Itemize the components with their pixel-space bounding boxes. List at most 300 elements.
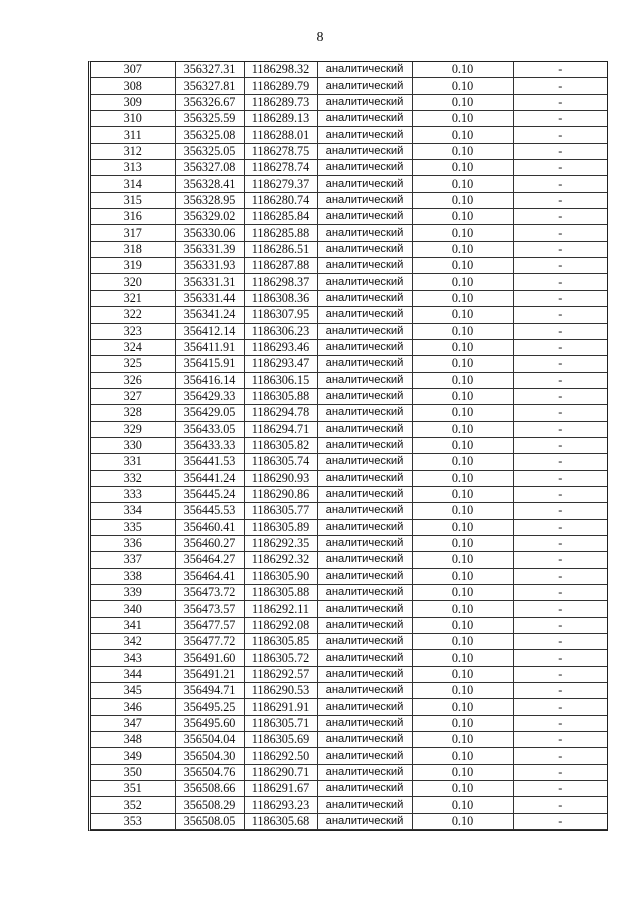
y-coordinate-cell: 1186287.88 [244,258,317,274]
method-cell: аналитический [317,339,412,355]
y-coordinate-cell: 1186279.37 [244,176,317,192]
method-cell: аналитический [317,160,412,176]
point-number-cell: 345 [91,683,175,699]
x-coordinate-cell: 356494.71 [175,683,244,699]
y-coordinate-cell: 1186306.15 [244,372,317,388]
table-row [91,470,607,486]
note-cell: - [513,143,607,159]
method-cell: аналитический [317,797,412,813]
point-number-cell: 334 [91,503,175,519]
note-cell: - [513,748,607,764]
table-row [91,552,607,568]
y-coordinate-cell: 1186292.50 [244,748,317,764]
note-cell: - [513,78,607,94]
note-cell: - [513,519,607,535]
table-row [91,307,607,323]
note-cell: - [513,617,607,633]
point-number-cell: 342 [91,634,175,650]
y-coordinate-cell: 1186298.32 [244,62,317,78]
accuracy-cell: 0.10 [412,192,513,208]
x-coordinate-cell: 356429.33 [175,388,244,404]
accuracy-cell: 0.10 [412,617,513,633]
method-cell: аналитический [317,519,412,535]
x-coordinate-cell: 356495.60 [175,715,244,731]
accuracy-cell: 0.10 [412,339,513,355]
y-coordinate-cell: 1186290.53 [244,683,317,699]
point-number-cell: 339 [91,585,175,601]
table-row [91,454,607,470]
x-coordinate-cell: 356460.27 [175,535,244,551]
accuracy-cell: 0.10 [412,552,513,568]
method-cell: аналитический [317,192,412,208]
table-row [91,258,607,274]
point-number-cell: 333 [91,486,175,502]
y-coordinate-cell: 1186290.71 [244,764,317,780]
note-cell: - [513,568,607,584]
x-coordinate-cell: 356473.72 [175,585,244,601]
y-coordinate-cell: 1186292.35 [244,535,317,551]
note-cell: - [513,634,607,650]
method-cell: аналитический [317,209,412,225]
method-cell: аналитический [317,225,412,241]
x-coordinate-cell: 356473.57 [175,601,244,617]
note-cell: - [513,585,607,601]
accuracy-cell: 0.10 [412,388,513,404]
y-coordinate-cell: 1186298.37 [244,274,317,290]
table-row [91,699,607,715]
table-row [91,585,607,601]
coordinates-table [91,62,607,830]
point-number-cell: 324 [91,339,175,355]
method-cell: аналитический [317,78,412,94]
accuracy-cell: 0.10 [412,732,513,748]
note-cell: - [513,666,607,682]
accuracy-cell: 0.10 [412,454,513,470]
method-cell: аналитический [317,634,412,650]
note-cell: - [513,797,607,813]
y-coordinate-cell: 1186291.91 [244,699,317,715]
method-cell: аналитический [317,274,412,290]
table-row [91,111,607,127]
y-coordinate-cell: 1186278.74 [244,160,317,176]
y-coordinate-cell: 1186285.88 [244,225,317,241]
table-row [91,372,607,388]
accuracy-cell: 0.10 [412,323,513,339]
note-cell: - [513,699,607,715]
table-row [91,568,607,584]
point-number-cell: 308 [91,78,175,94]
accuracy-cell: 0.10 [412,372,513,388]
accuracy-cell: 0.10 [412,258,513,274]
point-number-cell: 311 [91,127,175,143]
point-number-cell: 318 [91,241,175,257]
y-coordinate-cell: 1186305.82 [244,437,317,453]
note-cell: - [513,535,607,551]
table-body [91,62,607,830]
note-cell: - [513,176,607,192]
x-coordinate-cell: 356477.57 [175,617,244,633]
accuracy-cell: 0.10 [412,209,513,225]
note-cell: - [513,650,607,666]
point-number-cell: 346 [91,699,175,715]
x-coordinate-cell: 356331.44 [175,290,244,306]
x-coordinate-cell: 356330.06 [175,225,244,241]
note-cell: - [513,764,607,780]
note-cell: - [513,486,607,502]
y-coordinate-cell: 1186294.71 [244,421,317,437]
point-number-cell: 343 [91,650,175,666]
x-coordinate-cell: 356328.95 [175,192,244,208]
x-coordinate-cell: 356331.31 [175,274,244,290]
x-coordinate-cell: 356325.05 [175,143,244,159]
accuracy-cell: 0.10 [412,160,513,176]
accuracy-cell: 0.10 [412,143,513,159]
method-cell: аналитический [317,258,412,274]
point-number-cell: 329 [91,421,175,437]
method-cell: аналитический [317,290,412,306]
note-cell: - [513,241,607,257]
table-row [91,192,607,208]
accuracy-cell: 0.10 [412,486,513,502]
method-cell: аналитический [317,715,412,731]
table-row [91,388,607,404]
note-cell: - [513,732,607,748]
table-row [91,225,607,241]
table-row [91,683,607,699]
table-row [91,405,607,421]
x-coordinate-cell: 356429.05 [175,405,244,421]
note-cell: - [513,388,607,404]
x-coordinate-cell: 356477.72 [175,634,244,650]
method-cell: аналитический [317,699,412,715]
table-row [91,748,607,764]
accuracy-cell: 0.10 [412,797,513,813]
point-number-cell: 312 [91,143,175,159]
x-coordinate-cell: 356416.14 [175,372,244,388]
x-coordinate-cell: 356327.81 [175,78,244,94]
y-coordinate-cell: 1186305.90 [244,568,317,584]
y-coordinate-cell: 1186288.01 [244,127,317,143]
table-row [91,241,607,257]
x-coordinate-cell: 356412.14 [175,323,244,339]
table-row [91,323,607,339]
point-number-cell: 328 [91,405,175,421]
x-coordinate-cell: 356441.53 [175,454,244,470]
method-cell: аналитический [317,454,412,470]
x-coordinate-cell: 356508.66 [175,781,244,797]
x-coordinate-cell: 356464.27 [175,552,244,568]
accuracy-cell: 0.10 [412,470,513,486]
page-number: 8 [316,30,324,45]
accuracy-cell: 0.10 [412,503,513,519]
x-coordinate-cell: 356495.25 [175,699,244,715]
note-cell: - [513,127,607,143]
x-coordinate-cell: 356491.60 [175,650,244,666]
y-coordinate-cell: 1186285.84 [244,209,317,225]
note-cell: - [513,160,607,176]
table-row [91,732,607,748]
note-cell: - [513,94,607,110]
note-cell: - [513,356,607,372]
note-cell: - [513,339,607,355]
point-number-cell: 322 [91,307,175,323]
method-cell: аналитический [317,781,412,797]
y-coordinate-cell: 1186308.36 [244,290,317,306]
accuracy-cell: 0.10 [412,535,513,551]
note-cell: - [513,405,607,421]
y-coordinate-cell: 1186289.73 [244,94,317,110]
note-cell: - [513,209,607,225]
point-number-cell: 348 [91,732,175,748]
point-number-cell: 313 [91,160,175,176]
accuracy-cell: 0.10 [412,568,513,584]
method-cell: аналитический [317,585,412,601]
x-coordinate-cell: 356341.24 [175,307,244,323]
accuracy-cell: 0.10 [412,78,513,94]
table-row [91,813,607,829]
x-coordinate-cell: 356504.30 [175,748,244,764]
y-coordinate-cell: 1186291.67 [244,781,317,797]
point-number-cell: 331 [91,454,175,470]
note-cell: - [513,307,607,323]
table-row [91,421,607,437]
x-coordinate-cell: 356464.41 [175,568,244,584]
note-cell: - [513,274,607,290]
accuracy-cell: 0.10 [412,715,513,731]
table-row [91,176,607,192]
point-number-cell: 320 [91,274,175,290]
accuracy-cell: 0.10 [412,748,513,764]
point-number-cell: 330 [91,437,175,453]
method-cell: аналитический [317,535,412,551]
y-coordinate-cell: 1186305.88 [244,585,317,601]
x-coordinate-cell: 356415.91 [175,356,244,372]
table-row [91,160,607,176]
method-cell: аналитический [317,764,412,780]
x-coordinate-cell: 356504.76 [175,764,244,780]
note-cell: - [513,372,607,388]
x-coordinate-cell: 356325.59 [175,111,244,127]
x-coordinate-cell: 356325.08 [175,127,244,143]
x-coordinate-cell: 356331.93 [175,258,244,274]
point-number-cell: 340 [91,601,175,617]
method-cell: аналитический [317,748,412,764]
point-number-cell: 316 [91,209,175,225]
accuracy-cell: 0.10 [412,519,513,535]
y-coordinate-cell: 1186305.68 [244,813,317,829]
method-cell: аналитический [317,732,412,748]
x-coordinate-cell: 356460.41 [175,519,244,535]
x-coordinate-cell: 356327.31 [175,62,244,78]
method-cell: аналитический [317,176,412,192]
accuracy-cell: 0.10 [412,437,513,453]
accuracy-cell: 0.10 [412,699,513,715]
x-coordinate-cell: 356329.02 [175,209,244,225]
accuracy-cell: 0.10 [412,176,513,192]
method-cell: аналитический [317,307,412,323]
note-cell: - [513,781,607,797]
x-coordinate-cell: 356331.39 [175,241,244,257]
method-cell: аналитический [317,143,412,159]
point-number-cell: 351 [91,781,175,797]
method-cell: аналитический [317,94,412,110]
point-number-cell: 338 [91,568,175,584]
method-cell: аналитический [317,388,412,404]
note-cell: - [513,111,607,127]
accuracy-cell: 0.10 [412,764,513,780]
method-cell: аналитический [317,437,412,453]
note-cell: - [513,503,607,519]
y-coordinate-cell: 1186293.23 [244,797,317,813]
table-row [91,143,607,159]
method-cell: аналитический [317,111,412,127]
y-coordinate-cell: 1186292.11 [244,601,317,617]
y-coordinate-cell: 1186286.51 [244,241,317,257]
note-cell: - [513,552,607,568]
accuracy-cell: 0.10 [412,813,513,829]
accuracy-cell: 0.10 [412,225,513,241]
accuracy-cell: 0.10 [412,405,513,421]
y-coordinate-cell: 1186293.46 [244,339,317,355]
method-cell: аналитический [317,503,412,519]
accuracy-cell: 0.10 [412,307,513,323]
point-number-cell: 314 [91,176,175,192]
table-row [91,797,607,813]
table-row [91,62,607,78]
note-cell: - [513,437,607,453]
point-number-cell: 350 [91,764,175,780]
table-row [91,503,607,519]
y-coordinate-cell: 1186290.86 [244,486,317,502]
note-cell: - [513,715,607,731]
x-coordinate-cell: 356441.24 [175,470,244,486]
point-number-cell: 307 [91,62,175,78]
point-number-cell: 352 [91,797,175,813]
accuracy-cell: 0.10 [412,111,513,127]
y-coordinate-cell: 1186292.57 [244,666,317,682]
y-coordinate-cell: 1186305.69 [244,732,317,748]
method-cell: аналитический [317,813,412,829]
method-cell: аналитический [317,323,412,339]
accuracy-cell: 0.10 [412,290,513,306]
accuracy-cell: 0.10 [412,94,513,110]
point-number-cell: 347 [91,715,175,731]
table-row [91,535,607,551]
point-number-cell: 336 [91,535,175,551]
table-row [91,715,607,731]
method-cell: аналитический [317,127,412,143]
table-row [91,356,607,372]
y-coordinate-cell: 1186305.89 [244,519,317,535]
x-coordinate-cell: 356328.41 [175,176,244,192]
note-cell: - [513,470,607,486]
note-cell: - [513,192,607,208]
note-cell: - [513,290,607,306]
accuracy-cell: 0.10 [412,666,513,682]
method-cell: аналитический [317,568,412,584]
point-number-cell: 332 [91,470,175,486]
y-coordinate-cell: 1186289.13 [244,111,317,127]
accuracy-cell: 0.10 [412,127,513,143]
y-coordinate-cell: 1186305.85 [244,634,317,650]
point-number-cell: 341 [91,617,175,633]
point-number-cell: 337 [91,552,175,568]
table-row [91,764,607,780]
y-coordinate-cell: 1186305.74 [244,454,317,470]
note-cell: - [513,323,607,339]
table-row [91,617,607,633]
y-coordinate-cell: 1186305.71 [244,715,317,731]
y-coordinate-cell: 1186305.72 [244,650,317,666]
y-coordinate-cell: 1186289.79 [244,78,317,94]
table-row [91,781,607,797]
note-cell: - [513,601,607,617]
note-cell: - [513,454,607,470]
method-cell: аналитический [317,356,412,372]
method-cell: аналитический [317,372,412,388]
table-row [91,339,607,355]
x-coordinate-cell: 356508.29 [175,797,244,813]
y-coordinate-cell: 1186292.32 [244,552,317,568]
y-coordinate-cell: 1186292.08 [244,617,317,633]
method-cell: аналитический [317,601,412,617]
x-coordinate-cell: 356433.05 [175,421,244,437]
point-number-cell: 344 [91,666,175,682]
point-number-cell: 319 [91,258,175,274]
table-row [91,601,607,617]
note-cell: - [513,813,607,829]
point-number-cell: 326 [91,372,175,388]
point-number-cell: 315 [91,192,175,208]
point-number-cell: 309 [91,94,175,110]
accuracy-cell: 0.10 [412,601,513,617]
x-coordinate-cell: 356504.04 [175,732,244,748]
accuracy-cell: 0.10 [412,634,513,650]
point-number-cell: 310 [91,111,175,127]
point-number-cell: 349 [91,748,175,764]
point-number-cell: 327 [91,388,175,404]
note-cell: - [513,683,607,699]
accuracy-cell: 0.10 [412,274,513,290]
accuracy-cell: 0.10 [412,421,513,437]
method-cell: аналитический [317,405,412,421]
point-number-cell: 323 [91,323,175,339]
table-row [91,290,607,306]
table-row [91,634,607,650]
method-cell: аналитический [317,650,412,666]
x-coordinate-cell: 356445.53 [175,503,244,519]
table-row [91,650,607,666]
table-row [91,486,607,502]
x-coordinate-cell: 356327.08 [175,160,244,176]
table-row [91,94,607,110]
x-coordinate-cell: 356508.05 [175,813,244,829]
accuracy-cell: 0.10 [412,356,513,372]
method-cell: аналитический [317,62,412,78]
method-cell: аналитический [317,241,412,257]
x-coordinate-cell: 356433.33 [175,437,244,453]
y-coordinate-cell: 1186280.74 [244,192,317,208]
point-number-cell: 353 [91,813,175,829]
coordinates-table-wrapper [88,61,608,831]
y-coordinate-cell: 1186307.95 [244,307,317,323]
method-cell: аналитический [317,421,412,437]
note-cell: - [513,62,607,78]
note-cell: - [513,421,607,437]
method-cell: аналитический [317,486,412,502]
accuracy-cell: 0.10 [412,62,513,78]
table-row [91,666,607,682]
